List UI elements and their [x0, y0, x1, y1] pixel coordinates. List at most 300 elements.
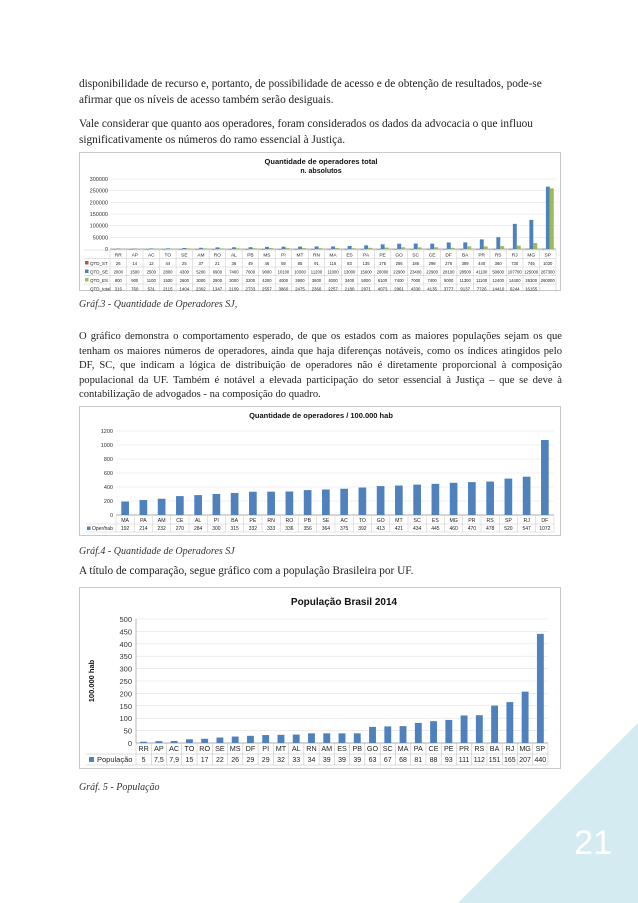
x-category-label: PR: [459, 744, 470, 753]
legend-label: Oper/hab: [92, 526, 113, 532]
bar-qtd_es: [500, 246, 504, 249]
table-value: 1072: [539, 526, 551, 532]
table-cell-qtd_es: 4000: [278, 278, 289, 283]
table-row-label: QTD_ES: [90, 278, 109, 283]
table-cell-qtd_st: 389: [461, 261, 469, 266]
table-legend-swatch: [85, 278, 89, 282]
x-category-label: TO: [184, 744, 195, 753]
table-cell-total: 3777: [443, 286, 454, 292]
x-category-label: CE: [176, 518, 184, 524]
bar-qtd_se: [282, 247, 286, 249]
table-cell-total: 2360: [311, 286, 322, 292]
table-cell-qtd_es: 11300: [459, 278, 471, 283]
table-value: 67: [383, 757, 392, 764]
table-value: 421: [394, 526, 404, 532]
bar-qtd_es: [269, 248, 273, 249]
y-tick-label: 1200: [100, 429, 113, 435]
bar-qtd_se: [364, 245, 368, 249]
chart-operators-per-100k: [79, 406, 561, 536]
chart-title: População Brasil 2014: [290, 597, 398, 608]
bar: [523, 477, 531, 515]
table-cell-qtd_es: 3900: [295, 278, 305, 283]
table-cell-qtd_es: 2900: [212, 278, 223, 283]
x-category-label: RJ: [523, 518, 530, 524]
bar: [186, 739, 193, 743]
x-category-label: MG: [527, 253, 536, 259]
table-cell-qtd_se: 28100: [442, 269, 455, 275]
bar: [413, 485, 421, 515]
bar-qtd_es: [385, 248, 389, 249]
bar-qtd_se: [149, 248, 153, 249]
bar-qtd_es: [401, 247, 405, 249]
table-value: 112: [473, 757, 485, 764]
table-value: 17: [200, 757, 209, 764]
bar-qtd_es: [352, 248, 356, 249]
bar-qtd_st: [492, 249, 496, 250]
x-category-label: SC: [412, 253, 419, 259]
table-cell-qtd_st: 44: [165, 261, 171, 266]
table-cell-qtd_es: 14400: [508, 278, 521, 283]
table-cell-qtd_es: 25300: [525, 278, 538, 283]
y-tick-label: 1000: [100, 443, 113, 449]
table-value: 232: [157, 526, 166, 532]
table-cell-qtd_se: 15600: [360, 269, 372, 275]
table-value: 392: [358, 526, 367, 532]
bar-qtd_se: [463, 242, 467, 249]
x-category-label: RR: [114, 253, 122, 259]
y-tick-label: 200: [103, 499, 113, 505]
table-value: 332: [248, 526, 258, 532]
x-category-label: ES: [431, 518, 439, 524]
x-category-label: AM: [197, 253, 205, 259]
x-category-label: AC: [340, 518, 348, 524]
bar: [140, 742, 147, 743]
x-category-label: PB: [352, 744, 363, 753]
x-category-label: CE: [428, 253, 436, 259]
table-cell-qtd_es: 3600: [311, 278, 322, 283]
bar-qtd_st: [509, 249, 513, 250]
bar-qtd_st: [311, 249, 315, 250]
y-axis-label: 100.000 hab: [87, 659, 96, 703]
bar-qtd_se: [116, 249, 120, 250]
bar-qtd_es: [120, 249, 124, 250]
x-category-label: MA: [329, 253, 337, 259]
table-cell-total: 2971: [361, 286, 371, 292]
x-category-label: RS: [486, 518, 494, 524]
table-value: 34: [307, 757, 316, 764]
table-cell-qtd_st: 256: [395, 261, 403, 266]
table-cell-qtd_st: 135: [362, 261, 370, 266]
x-category-label: RS: [474, 744, 485, 753]
table-cell-total: 2733: [245, 286, 256, 292]
bar: [322, 490, 330, 515]
table-cell-qtd_st: 21: [215, 261, 220, 266]
bar-qtd_se: [447, 242, 451, 249]
table-cell-qtd_es: 1100: [146, 278, 156, 283]
x-category-label: RJ: [505, 744, 515, 753]
table-cell-total: 3860: [278, 286, 289, 292]
table-cell-qtd_se: 9000: [262, 269, 272, 275]
x-category-label: BA: [489, 744, 500, 753]
table-cell-qtd_es: 4000: [328, 278, 338, 283]
paragraph-intro: disponibilidade de recurso e, portanto, de possibilidade de acesso e de obtenção de resultados, pode-se afirmar que os níveis de acesso também serão desiguais.: [79, 78, 542, 106]
caption-graf4: Gráf.4 - Quantidade de Operadores SJ: [79, 546, 235, 557]
bar-qtd_st: [278, 249, 282, 250]
bar-qtd_st: [228, 249, 232, 250]
x-category-label: BA: [461, 253, 469, 259]
y-tick-label: 0: [127, 739, 132, 748]
table-cell-qtd_es: 260000: [540, 278, 555, 283]
table-cell-qtd_es: 6100: [377, 278, 388, 283]
table-cell-total: 4330: [410, 286, 421, 292]
table-value: 88: [429, 757, 438, 764]
x-category-label: SC: [382, 744, 393, 753]
table-cell-total: 4073: [377, 286, 388, 292]
table-value: 39: [353, 757, 362, 764]
table-cell-qtd_es: 5000: [361, 278, 371, 283]
y-tick-label: 250000: [89, 188, 108, 195]
table-value: 29: [246, 757, 255, 764]
table-legend-swatch: [85, 270, 89, 274]
x-category-label: TO: [358, 518, 366, 524]
x-category-label: ES: [337, 744, 347, 753]
table-cell-qtd_se: 4300: [179, 269, 189, 275]
x-category-label: PA: [363, 253, 370, 259]
y-tick-label: 500: [119, 615, 132, 624]
table-value: 5: [141, 757, 146, 764]
bar-qtd_se: [182, 248, 186, 249]
bar: [308, 733, 315, 743]
bar-qtd_es: [467, 246, 471, 249]
x-category-label: TO: [164, 253, 172, 259]
y-tick-label: 50000: [92, 235, 108, 242]
bar-qtd_se: [546, 187, 550, 249]
bar: [231, 493, 239, 515]
bar: [304, 490, 312, 515]
table-cell-total: 2302: [195, 286, 206, 292]
bar: [450, 483, 458, 515]
bar: [359, 488, 367, 515]
table-row-label: QTD_ST: [90, 261, 108, 266]
y-tick-label: 250: [119, 677, 132, 686]
x-category-label: MS: [229, 744, 241, 753]
bar-qtd_es: [418, 247, 422, 249]
table-cell-total: 6244: [509, 286, 520, 292]
bar-qtd_se: [199, 248, 203, 249]
x-category-label: SC: [413, 518, 421, 524]
legend-label: População: [97, 755, 133, 764]
table-cell-qtd_es: 900: [131, 278, 139, 283]
x-category-label: PR: [468, 518, 476, 524]
bar-qtd_se: [397, 244, 401, 249]
table-cell-total: 2257: [328, 286, 338, 292]
x-category-label: RO: [285, 518, 294, 524]
table-value: 364: [321, 526, 331, 532]
table-cell-qtd_st: 36: [231, 261, 237, 266]
x-category-label: CE: [428, 744, 439, 753]
legend-swatch: [87, 527, 91, 531]
x-category-label: SP: [535, 744, 546, 753]
bar-qtd_st: [459, 249, 463, 250]
bar: [486, 482, 494, 515]
table-cell-qtd_st: 730: [511, 261, 519, 266]
table-cell-total: 2475: [295, 286, 305, 292]
bar: [339, 733, 346, 743]
bar: [432, 484, 440, 515]
table-cell-qtd_es: 3400: [344, 278, 355, 283]
bar: [541, 440, 549, 515]
bar-qtd_es: [286, 248, 290, 249]
table-value: 478: [485, 526, 495, 532]
x-category-label: AP: [131, 253, 138, 259]
bar-qtd_st: [344, 249, 348, 250]
caption-graf3: Gráf.3 - Quantidade de Operadores SJ,: [79, 299, 238, 310]
bar: [140, 500, 148, 515]
bar-qtd_st: [245, 249, 249, 250]
bar-qtd_st: [476, 249, 480, 250]
x-category-label: AL: [291, 744, 301, 753]
table-cell-total: 2180: [344, 286, 355, 292]
table-cell-qtd_st: 360: [494, 261, 502, 266]
bar-qtd_es: [302, 248, 306, 249]
x-category-label: MG: [449, 518, 458, 524]
table-value: 336: [285, 526, 294, 532]
table-cell-qtd_st: 116: [329, 261, 337, 266]
paragraph-comparison: A título de comparação, segue gráfico com a população Brasileira por UF.: [79, 565, 414, 577]
table-cell-qtd_se: 41100: [475, 269, 488, 275]
table-cell-qtd_se: 2500: [146, 269, 156, 275]
table-cell-qtd_se: 11000: [327, 269, 339, 275]
table-cell-qtd_es: 12400: [492, 278, 505, 283]
x-category-label: AL: [230, 253, 237, 259]
caption-graf5: Gráf. 5 - População: [79, 782, 160, 793]
paragraph-analysis: O gráfico demonstra o comportamento esperado, de que os estados com as maiores populações sejam os que tenham os maiores números de operadores, ainda que haja diferenças notáveis, como os índices atingidos pelo DF, SC, que indicam a lógica de distribuição de operadores não é diretamente proporcional à composição populacional da UF. Também é notável a elevada participação do setor essencial à Justiça – que se deve à contabilização de advogados - na composição do quadro.: [79, 331, 562, 400]
table-value: 93: [444, 757, 453, 764]
table-cell-qtd_st: 745: [527, 261, 535, 266]
bar-qtd_es: [170, 249, 174, 250]
x-category-label: MG: [519, 744, 531, 753]
chart-title: Quantidade de operadores total: [264, 157, 378, 166]
table-cell-total: 7726: [476, 286, 487, 292]
table-cell-total: 16155: [525, 286, 538, 292]
bar-qtd_st: [179, 249, 183, 250]
table-cell-total: 4135: [427, 286, 438, 292]
table-cell-qtd_es: 11100: [476, 278, 488, 283]
x-category-label: MA: [397, 744, 409, 753]
x-category-label: RN: [313, 253, 320, 259]
x-category-label: AC: [169, 744, 180, 753]
bar-qtd_st: [146, 249, 150, 250]
x-category-label: AM: [157, 518, 166, 524]
table-cell-qtd_st: 46: [264, 261, 270, 266]
bar-qtd_st: [212, 249, 216, 250]
table-cell-qtd_st: 49: [248, 261, 253, 266]
corner-triangle: [458, 723, 638, 903]
x-category-label: AL: [194, 518, 202, 524]
x-category-label: RN: [267, 518, 275, 524]
table-value: 151: [488, 757, 501, 764]
table-cell-qtd_se: 22900: [393, 269, 405, 275]
table-cell-qtd_es: 5000: [443, 278, 454, 283]
table-cell-total: 2557: [262, 286, 272, 292]
table-cell-total: 2115: [163, 286, 173, 292]
x-category-label: DF: [245, 744, 256, 753]
bar-qtd_st: [294, 249, 298, 250]
table-cell-qtd_es: 3000: [196, 278, 206, 283]
table-value: 7,9: [169, 757, 180, 764]
x-category-label: SE: [322, 518, 330, 524]
table-cell-total: 760: [131, 286, 139, 292]
table-cell-qtd_se: 1500: [130, 269, 140, 275]
bar-qtd_se: [348, 246, 352, 249]
table-cell-qtd_se: 2800: [163, 269, 173, 275]
bar-qtd_se: [496, 237, 500, 249]
x-category-label: PE: [444, 744, 454, 753]
bar: [262, 735, 269, 743]
bar: [194, 495, 202, 515]
table-value: 192: [120, 526, 130, 532]
bar-qtd_st: [195, 249, 199, 250]
bar-qtd_st: [410, 249, 414, 250]
table-value: 440: [534, 757, 547, 764]
bar: [216, 738, 223, 743]
bar-qtd_se: [331, 246, 335, 249]
bar-qtd_es: [434, 247, 438, 249]
table-value: 214: [139, 526, 148, 532]
table-cell-qtd_se: 7400: [229, 269, 239, 275]
table-cell-qtd_st: 175: [379, 261, 387, 266]
x-category-label: PI: [262, 744, 270, 753]
y-tick-label: 300000: [89, 177, 108, 183]
bar: [201, 739, 208, 743]
bar-qtd_st: [377, 249, 381, 250]
y-tick-label: 600: [103, 471, 113, 477]
y-tick-label: 0: [104, 247, 108, 253]
legend-swatch: [89, 757, 94, 762]
y-tick-label: 0: [109, 513, 113, 519]
bar-qtd_st: [112, 249, 116, 250]
table-cell-total: 14410: [492, 286, 505, 292]
table-cell-qtd_es: 7400: [427, 278, 437, 283]
bar: [395, 486, 403, 515]
bar: [354, 733, 361, 743]
table-cell-qtd_se: 267300: [540, 269, 555, 275]
bar: [121, 502, 129, 515]
x-category-label: PR: [478, 253, 486, 259]
bar: [505, 479, 513, 515]
bar: [267, 492, 275, 515]
bar-qtd_st: [443, 249, 447, 250]
table-cell-qtd_se: 7600: [245, 269, 256, 275]
y-tick-label: 200: [119, 689, 132, 699]
table-value: 22: [216, 757, 224, 764]
chart-operators-per-100k-svg: [80, 407, 562, 537]
table-value: 300: [212, 526, 221, 532]
table-cell-qtd_se: 10100: [277, 269, 290, 275]
x-category-label: SE: [181, 253, 188, 259]
table-cell-qtd_se: 23400: [409, 269, 422, 275]
table-value: 26: [231, 757, 240, 764]
x-category-label: GO: [395, 253, 403, 259]
table-value: 434: [412, 526, 422, 532]
table-cell-total: 2109: [228, 286, 239, 292]
table-cell-qtd_se: 50600: [492, 269, 505, 275]
chart-subtitle: n. absolutos: [300, 168, 342, 175]
x-category-label: PI: [213, 518, 219, 524]
x-category-label: SP: [504, 518, 512, 524]
table-cell-qtd_se: 125000: [524, 269, 539, 275]
y-tick-label: 150: [119, 701, 132, 711]
bar-qtd_se: [381, 244, 385, 249]
x-category-label: SP: [544, 253, 551, 259]
bar-qtd_es: [550, 188, 554, 249]
x-category-label: DF: [541, 518, 549, 524]
table-value: 81: [414, 757, 423, 764]
bar-qtd_es: [319, 248, 323, 249]
table-cell-qtd_se: 2000: [113, 269, 123, 275]
bar-qtd_es: [203, 248, 207, 249]
table-row-label: QTD_SE: [90, 269, 109, 275]
bar-qtd_es: [533, 243, 537, 249]
bar: [323, 733, 330, 743]
bar-qtd_es: [517, 246, 521, 249]
bar: [369, 727, 376, 743]
x-category-label: RR: [138, 744, 149, 753]
table-value: 284: [193, 526, 203, 532]
table-cell-qtd_es: 3200: [245, 278, 256, 283]
bar: [286, 491, 294, 515]
x-category-label: AC: [147, 253, 155, 259]
bar-qtd_se: [529, 220, 533, 249]
table-value: 547: [522, 526, 531, 532]
table-value: 63: [368, 757, 377, 764]
table-cell-qtd_se: 22900: [426, 269, 438, 275]
bar-qtd_se: [480, 239, 484, 249]
x-category-label: PA: [140, 518, 147, 524]
table-cell-qtd_se: 5200: [196, 269, 206, 275]
bar-qtd_es: [137, 249, 141, 250]
bar: [340, 489, 348, 515]
table-value: 445: [431, 526, 440, 532]
table-value: 7,5: [154, 757, 164, 764]
x-category-label: AM: [321, 744, 333, 753]
corner-decoration: [458, 723, 638, 903]
table-cell-qtd_se: 11200: [310, 269, 323, 275]
table-value: 39: [338, 757, 346, 764]
bar-qtd_st: [426, 249, 430, 250]
chart-total-operators-svg: [80, 153, 562, 292]
y-tick-label: 400: [119, 639, 132, 649]
table-value: 32: [277, 757, 285, 764]
x-category-label: ES: [346, 253, 353, 259]
bar: [171, 741, 178, 743]
y-tick-label: 300: [119, 664, 132, 674]
y-tick-label: 800: [103, 457, 113, 463]
bar-qtd_es: [484, 246, 488, 249]
y-tick-label: 50: [123, 726, 132, 736]
table-cell-qtd_se: 20000: [376, 269, 389, 275]
bar-qtd_se: [265, 247, 269, 249]
table-cell-qtd_st: 85: [297, 261, 303, 266]
table-cell-total: 531: [147, 286, 155, 292]
table-cell-qtd_st: 12: [148, 261, 154, 266]
chart-title: Quantidade de operadores / 100.000 hab: [249, 411, 393, 420]
table-cell-total: 1347: [212, 286, 223, 292]
table-value: 207: [519, 757, 531, 764]
x-category-label: MT: [296, 253, 304, 259]
bar-qtd_se: [414, 244, 418, 249]
table-value: 111: [458, 757, 470, 764]
